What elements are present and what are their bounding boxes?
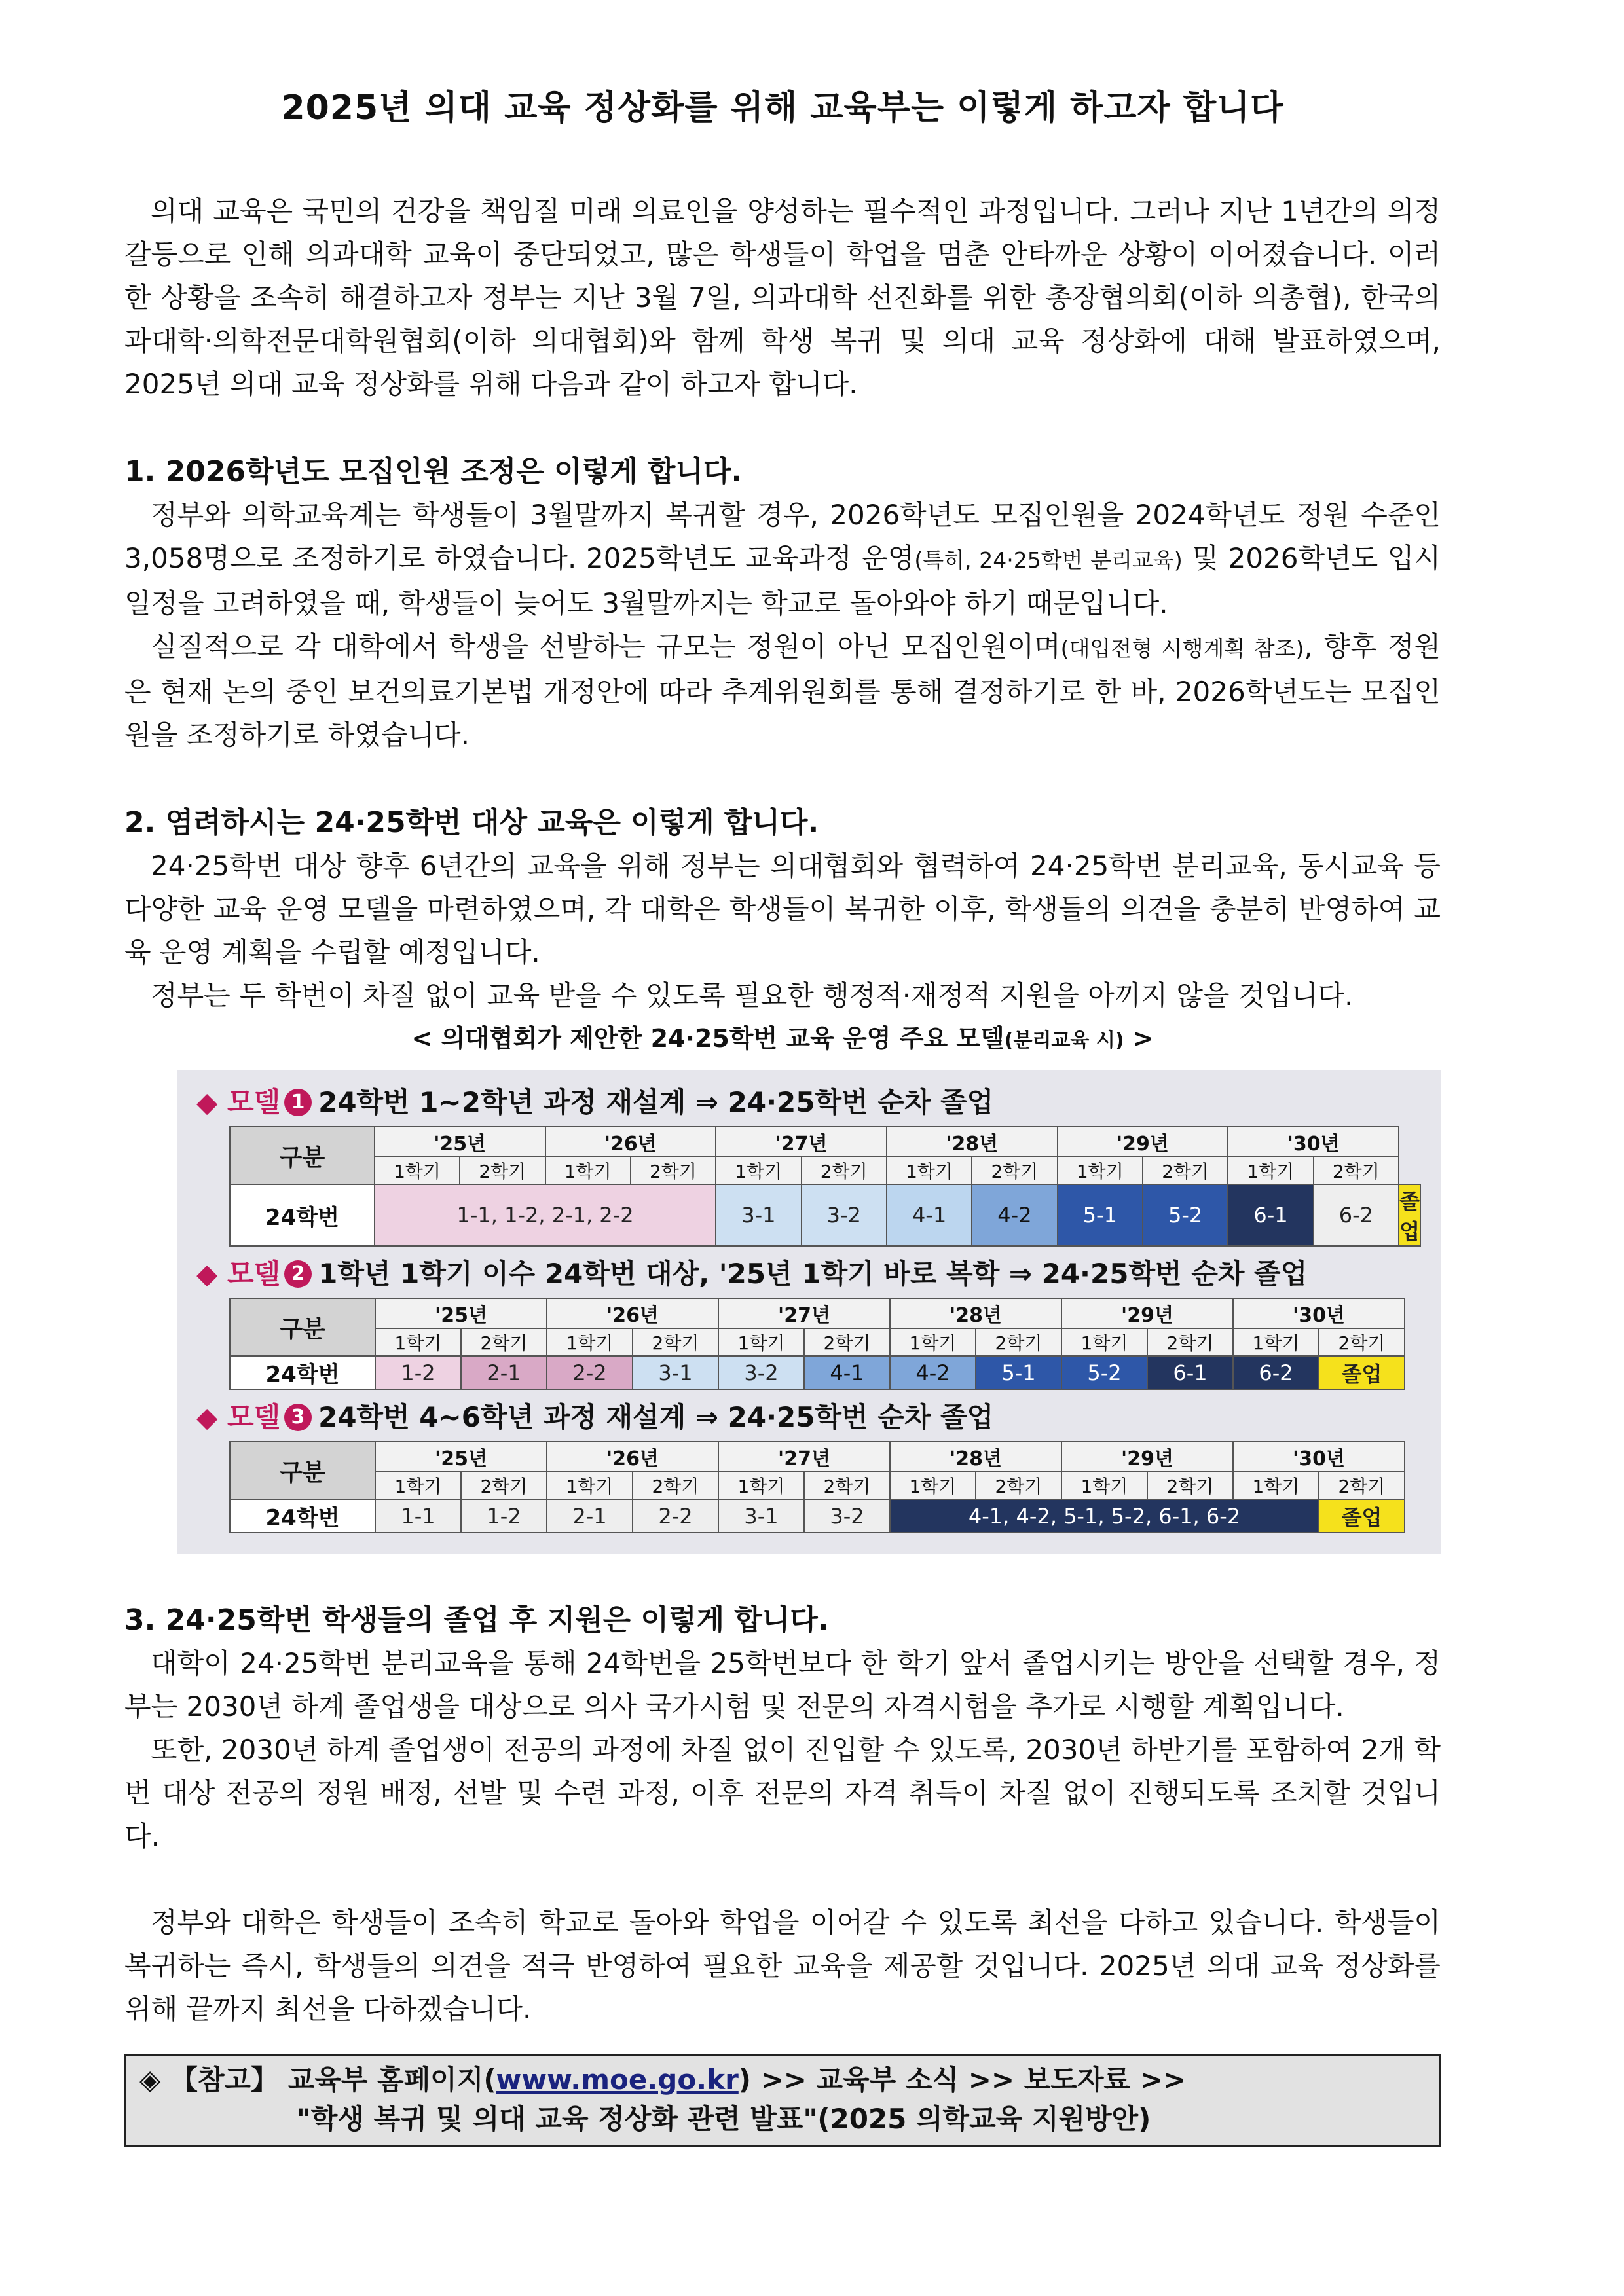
- reference-line-2: "학생 복귀 및 의대 교육 정상화 관련 발표"(2025 의학교육 지원방안): [297, 2103, 1151, 2135]
- graduation-cell: 졸업: [1319, 1356, 1405, 1389]
- document-page: [124, 79, 1441, 2147]
- closing-paragraph: 정부와 대학은 학생들이 조속히 학교로 돌아와 학업을 이어갈 수 있도록 최선을 다하고 있습니다. 학생들이 복귀하는 즉시, 학생들의 의견을 적극 반영하여 필요한 교육을 제공할 것입니다. 2025년 의대 교육 정상화를 위해 끝까지 최선을 다하겠습니다.: [124, 1906, 1441, 2025]
- schedule-cell: 4-2: [972, 1184, 1057, 1246]
- model-1-number-badge: 1: [284, 1089, 312, 1116]
- section-1-title: 1. 2026학년도 모집인원 조정은 이렇게 합니다.: [124, 455, 743, 488]
- schedule-cell: 3-2: [804, 1499, 890, 1533]
- row-label-24: 24학번: [230, 1356, 375, 1389]
- year-25: '25년: [375, 1127, 545, 1157]
- model-2-word: 모델: [227, 1258, 281, 1290]
- schedule-cell: 6-1: [1228, 1184, 1313, 1246]
- gubun-header: 구분: [230, 1127, 375, 1184]
- model-1-title-text: 24학번 1~2학년 과정 재설계 ⇒ 24·25학번 순차 졸업: [318, 1086, 994, 1118]
- section-3-paragraph-2: 또한, 2030년 하계 졸업생이 전공의 과정에 차질 없이 진입할 수 있도록, 2030년 하반기를 포함하여 2개 학번 대상 전공의 정원 배정, 선발 및 수련 과정, 이후 전문의 자격 취득이 차질 없이 진행되도록 조치할 것입니다.: [124, 1734, 1441, 1852]
- year-26: '26년: [547, 1298, 718, 1328]
- schedule-cell: 6-2: [1314, 1184, 1399, 1246]
- schedule-cell: 4-1: [804, 1356, 890, 1389]
- model-1-title: [196, 1082, 1421, 1123]
- model-3-title-text: 24학번 4~6학년 과정 재설계 ⇒ 24·25학번 순차 졸업: [318, 1401, 994, 1433]
- semester-2: 2학기: [972, 1157, 1057, 1184]
- schedule-cell: 4-1, 4-2, 5-1, 5-2, 6-1, 6-2: [890, 1499, 1319, 1533]
- semester-2: 2학기: [631, 1157, 716, 1184]
- section-1-p1-text-b: 및 2026학년도 입시 일정을 고려하였을 때, 학생들이 늦어도 3월말까지는 학교로 돌아와야 하기 때문입니다.: [124, 542, 1441, 619]
- semester-1: 1학기: [1228, 1157, 1313, 1184]
- semester-2: 2학기: [461, 1328, 547, 1356]
- model-3-word: 모델: [227, 1401, 281, 1433]
- semester-1: 1학기: [887, 1157, 972, 1184]
- graduation-cell: 졸업: [1399, 1184, 1420, 1246]
- section-1-p2-text-b: , 향후 정원은 현재 논의 중인 보건의료기본법 개정안에 따라 추계위원회를 통해 결정하기로 한 바, 2026학년도는 모집인원을 조정하기로 하였습니다.: [124, 630, 1441, 751]
- semester-2: 2학기: [1319, 1328, 1405, 1356]
- models-caption: [124, 1019, 1441, 1061]
- model-3-table: [229, 1441, 1405, 1533]
- model-2-number-badge: 2: [284, 1260, 312, 1288]
- semester-2: 2학기: [976, 1328, 1061, 1356]
- semester-1: 1학기: [1233, 1472, 1319, 1499]
- schedule-cell: 1-2: [461, 1499, 547, 1533]
- semester-1: 1학기: [375, 1472, 461, 1499]
- schedule-cell: 1-2: [375, 1356, 461, 1389]
- schedule-cell: 3-1: [716, 1184, 801, 1246]
- diamond-icon: ◆: [196, 1258, 218, 1290]
- section-2-paragraph-1: 24·25학번 대상 향후 6년간의 교육을 위해 정부는 의대협회와 협력하여 24·25학번 분리교육, 동시교육 등 다양한 교육 운영 모델을 마련하였으며, 각 대학은 학생들이 복귀한 이후, 학생들의 의견을 충분히 반영하여 교육 운영 계획을 수립할 예정입니다.: [124, 850, 1441, 968]
- schedule-cell: 5-1: [1058, 1184, 1143, 1246]
- diamond-icon: ◆: [196, 1401, 218, 1433]
- schedule-cell: 1-1, 1-2, 2-1, 2-2: [375, 1184, 716, 1246]
- caption-text-b: >: [1124, 1024, 1154, 1053]
- semester-2: 2학기: [804, 1472, 890, 1499]
- section-3-paragraph-1: 대학이 24·25학번 분리교육을 통해 24학번을 25학번보다 한 학기 앞서 졸업시키는 방안을 선택할 경우, 정부는 2030년 하계 졸업생을 대상으로 의사 국가시험 및 전문의 자격시험을 추가로 시행할 계획입니다.: [124, 1647, 1441, 1722]
- year-27: '27년: [718, 1442, 890, 1472]
- caption-small: (분리교육 시): [1004, 1029, 1124, 1052]
- schedule-cell: 2-2: [633, 1499, 718, 1533]
- semester-2: 2학기: [1147, 1472, 1233, 1499]
- semester-1: 1학기: [716, 1157, 801, 1184]
- section-1-p1-text-a: 정부와 의학교육계는 학생들이 3월말까지 복귀할 경우, 2026학년도 모집인원을 2024학년도 정원 수준인 3,058명으로 조정하기로 하였습니다. 2025학년도 교육과정 운영: [124, 499, 1441, 574]
- schedule-cell: 4-2: [890, 1356, 976, 1389]
- schedule-cell: 2-1: [547, 1499, 633, 1533]
- year-28: '28년: [887, 1127, 1058, 1157]
- year-30: '30년: [1233, 1442, 1405, 1472]
- semester-2: 2학기: [461, 1472, 547, 1499]
- semester-1: 1학기: [1233, 1328, 1319, 1356]
- gubun-header: 구분: [230, 1298, 375, 1356]
- semester-1: 1학기: [718, 1472, 804, 1499]
- schedule-cell: 3-1: [633, 1356, 718, 1389]
- year-26: '26년: [545, 1127, 716, 1157]
- reference-path: ) >> 교육부 소식 >> 보도자료 >>: [738, 2064, 1187, 2096]
- reference-box: [124, 2054, 1441, 2147]
- semester-1: 1학기: [890, 1472, 976, 1499]
- model-2-title: [196, 1253, 1421, 1295]
- reference-line-1: [139, 2060, 1426, 2100]
- year-28: '28년: [890, 1442, 1061, 1472]
- document-title: 2025년 의대 교육 정상화를 위해 교육부는 이렇게 하고자 합니다: [281, 88, 1284, 128]
- section-1-p1-small: (특히, 24·25학번 분리교육): [914, 547, 1183, 573]
- models-figure: [177, 1070, 1441, 1554]
- section-1-p2-small: (대입전형 시행계획 참조): [1060, 636, 1304, 661]
- moe-homepage-link[interactable]: www.moe.go.kr: [496, 2064, 739, 2096]
- section-1-p2-text-a: 실질적으로 각 대학에서 학생을 선발하는 규모는 정원이 아닌 모집인원이며: [151, 630, 1061, 663]
- semester-2: 2학기: [804, 1328, 890, 1356]
- schedule-cell: 3-2: [718, 1356, 804, 1389]
- semester-2: 2학기: [1319, 1472, 1405, 1499]
- schedule-cell: 5-1: [976, 1356, 1061, 1389]
- diamond-box-icon: ◈: [139, 2064, 161, 2096]
- year-29: '29년: [1058, 1127, 1228, 1157]
- model-3-title: [196, 1396, 1421, 1438]
- year-28: '28년: [890, 1298, 1061, 1328]
- semester-1: 1학기: [375, 1157, 460, 1184]
- year-29: '29년: [1061, 1298, 1233, 1328]
- semester-1: 1학기: [375, 1328, 461, 1356]
- semester-2: 2학기: [633, 1472, 718, 1499]
- intro-paragraph: 의대 교육은 국민의 건강을 책임질 미래 의료인을 양성하는 필수적인 과정입니다. 그러나 지난 1년간의 의정 갈등으로 인해 의과대학 교육이 중단되었고, 많은 학생들이 학업을 멈춘 안타까운 상황이 이어졌습니다. 이러한 상황을 조속히 해결하고자 정부는 지난 3월 7일, 의과대학 선진화를 위한 총장협의회(이하 의총협), 한국의과대학·의학전문대학원협회(이하 의대협회)와 함께 학생 복귀 및 의대 교육 정상화에 대해 발표하였으며, 2025년 의대 교육 정상화를 위해 다음과 같이 하고자 합니다.: [124, 195, 1441, 400]
- graduation-cell: 졸업: [1319, 1499, 1405, 1533]
- caption-text-a: < 의대협회가 제안한 24·25학번 교육 운영 주요 모델: [411, 1024, 1005, 1053]
- semester-1: 1학기: [718, 1328, 804, 1356]
- year-29: '29년: [1061, 1442, 1233, 1472]
- semester-1: 1학기: [1061, 1328, 1147, 1356]
- semester-2: 2학기: [976, 1472, 1061, 1499]
- year-26: '26년: [547, 1442, 718, 1472]
- schedule-cell: 6-2: [1233, 1356, 1319, 1389]
- semester-2: 2학기: [1314, 1157, 1399, 1184]
- year-30: '30년: [1233, 1298, 1405, 1328]
- model-1-word: 모델: [227, 1086, 281, 1118]
- model-2-title-text: 1학년 1학기 이수 24학번 대상, '25년 1학기 바로 복학 ⇒ 24·25학번 순차 졸업: [318, 1258, 1308, 1290]
- schedule-cell: 3-2: [802, 1184, 887, 1246]
- reference-label: 【참고】 교육부 홈페이지(: [170, 2064, 496, 2096]
- section-1-paragraph-1: [124, 494, 1441, 625]
- semester-2: 2학기: [802, 1157, 887, 1184]
- semester-1: 1학기: [890, 1328, 976, 1356]
- schedule-cell: 4-1: [887, 1184, 972, 1246]
- semester-1: 1학기: [547, 1328, 633, 1356]
- schedule-cell: 1-1: [375, 1499, 461, 1533]
- model-2-table: [229, 1298, 1405, 1390]
- schedule-cell: 3-1: [718, 1499, 804, 1533]
- row-label-24: 24학번: [230, 1184, 375, 1246]
- schedule-cell: 2-1: [461, 1356, 547, 1389]
- diamond-icon: ◆: [196, 1086, 218, 1118]
- semester-1: 1학기: [547, 1472, 633, 1499]
- semester-2: 2학기: [460, 1157, 545, 1184]
- schedule-cell: 5-2: [1061, 1356, 1147, 1389]
- schedule-cell: 6-1: [1147, 1356, 1233, 1389]
- year-27: '27년: [716, 1127, 887, 1157]
- section-1-paragraph-2: [124, 625, 1441, 757]
- year-30: '30년: [1228, 1127, 1399, 1157]
- semester-1: 1학기: [1058, 1157, 1143, 1184]
- semester-2: 2학기: [633, 1328, 718, 1356]
- section-3-title: 3. 24·25학번 학생들의 졸업 후 지원은 이렇게 합니다.: [124, 1603, 829, 1637]
- section-2-title: 2. 염려하시는 24·25학번 대상 교육은 이렇게 합니다.: [124, 806, 819, 839]
- schedule-cell: 2-2: [547, 1356, 633, 1389]
- semester-1: 1학기: [1061, 1472, 1147, 1499]
- year-25: '25년: [375, 1298, 547, 1328]
- year-27: '27년: [718, 1298, 890, 1328]
- gubun-header: 구분: [230, 1442, 375, 1499]
- model-1-table: [229, 1126, 1421, 1247]
- year-25: '25년: [375, 1442, 547, 1472]
- semester-2: 2학기: [1143, 1157, 1228, 1184]
- semester-1: 1학기: [545, 1157, 631, 1184]
- section-2-paragraph-2: 정부는 두 학번이 차질 없이 교육 받을 수 있도록 필요한 행정적·재정적 지원을 아끼지 않을 것입니다.: [151, 979, 1354, 1011]
- model-3-number-badge: 3: [284, 1404, 312, 1431]
- semester-2: 2학기: [1147, 1328, 1233, 1356]
- schedule-cell: 5-2: [1143, 1184, 1228, 1246]
- row-label-24: 24학번: [230, 1499, 375, 1533]
